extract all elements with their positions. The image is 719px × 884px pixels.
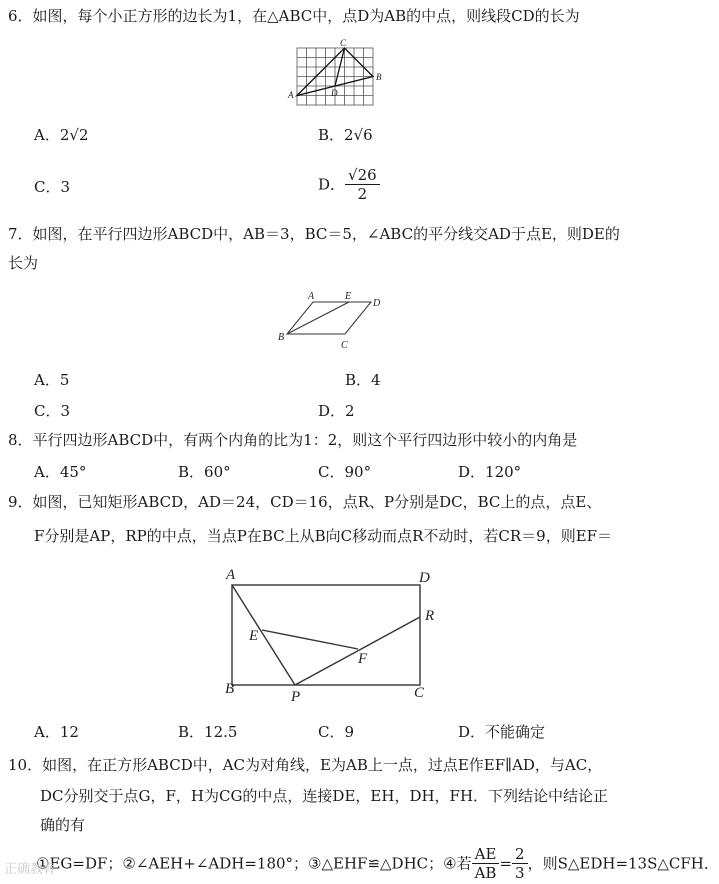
q10-stem-line4 [36, 845, 719, 882]
q8-option-d-label: D． [458, 463, 486, 481]
q7-option-c-value: 3 [60, 402, 71, 420]
q7-option-d-label: D． [318, 402, 346, 420]
q9-stem-line1: 9．如图，已知矩形ABCD，AD＝24，CD＝16，点R、P分别是DC，BC上的点，点E、 [8, 493, 602, 511]
q9-label-E: E [249, 628, 259, 644]
q7-stem-line1: 7．如图，在平行四边形ABCD中，AB＝3，BC＝5，∠ABC的平分线交AD于点E，则DE的 [8, 225, 620, 243]
q7-option-b-label: B． [345, 371, 372, 389]
q9-option-a[interactable] [34, 722, 79, 742]
watermark: 正确教育 [4, 861, 57, 876]
q8-option-d-value: 120° [485, 463, 522, 481]
q6-grid-figure [285, 38, 385, 108]
q9-option-d-value: 不能确定 [485, 723, 546, 741]
q7-option-a-value: 5 [59, 371, 70, 389]
q7-option-d[interactable] [318, 401, 355, 421]
q6-label-B: B [376, 72, 382, 82]
q6-option-b[interactable] [318, 125, 373, 145]
q10-frac2-den: 3 [515, 864, 525, 882]
q8-option-a-value: 45° [59, 463, 87, 481]
q9-label-F: F [358, 651, 368, 667]
q7-option-c-label: C． [34, 402, 61, 420]
q10-stem-line2: DC分别交于点G，F，H为CG的中点，连接DE，EH，DH，FH．下列结论中结论正 [40, 787, 609, 805]
q6-label-A: A [288, 90, 294, 100]
q6-option-b-label: B． [318, 126, 345, 144]
q9-label-D: D [419, 570, 430, 586]
q9-option-b-value: 12.5 [204, 723, 238, 741]
q9-label-C: C [414, 685, 425, 701]
q7-stem-line2: 长为 [8, 254, 39, 272]
q6-option-c-value: 3 [60, 178, 71, 196]
q8-option-c-value: 90° [344, 463, 372, 481]
q8-option-a-label: A． [34, 463, 60, 481]
q7-option-a-label: A． [34, 371, 60, 389]
q9-label-B: B [225, 681, 235, 697]
q10-equals: = [499, 854, 513, 873]
q8-option-c[interactable] [318, 462, 371, 482]
q7-option-c[interactable] [34, 401, 70, 421]
q8-option-d[interactable] [458, 462, 521, 482]
q6-option-b-value: 2√6 [344, 126, 373, 144]
q10-frac-den: AB [474, 864, 497, 882]
q6-option-d-label: D． [318, 175, 346, 194]
q6-option-a-value: 2√2 [59, 126, 89, 144]
q7-label-D: D [373, 298, 381, 309]
q8-option-b-label: B． [178, 463, 205, 481]
q7-label-B: B [278, 332, 285, 343]
q8-option-a[interactable] [34, 462, 86, 482]
q9-rectangle-figure [215, 560, 455, 705]
q9-option-c-label: C． [318, 723, 345, 741]
q8-stem: 8．平行四边形ABCD中，有两个内角的比为1：2，则这个平行四边形中较小的内角是 [8, 431, 578, 449]
q10-stem-line3: 确的有 [40, 816, 86, 834]
q6-option-a-label: A． [34, 126, 60, 144]
q8-option-b[interactable] [178, 462, 231, 482]
q6-option-d-num: √26 [345, 166, 380, 185]
q6-option-d-fraction [345, 166, 380, 203]
q6-label-C: C [340, 38, 347, 48]
q7-label-A: A [308, 291, 315, 302]
q7-option-b-value: 4 [371, 371, 381, 389]
q10-frac-num: AE [472, 845, 500, 864]
q10-frac2-num: 2 [512, 845, 528, 864]
q9-option-c[interactable] [318, 722, 354, 742]
q7-option-b[interactable] [345, 370, 381, 390]
q7-parallelogram-figure [275, 288, 395, 358]
q9-option-b[interactable] [178, 722, 237, 742]
q9-option-d[interactable] [458, 722, 545, 742]
q10-stem-line1: 10．如图，在正方形ABCD中，AC为对角线，E为AB上一点，过点E作EF∥AD，与AC， [8, 756, 603, 774]
q9-option-d-label: D． [458, 723, 486, 741]
q8-option-c-label: C． [318, 463, 345, 481]
q10-fraction-ae-ab [472, 845, 500, 882]
q6-label-D: D [331, 88, 338, 98]
q6-option-d-den: 2 [357, 185, 368, 203]
q6-option-c-label: C． [34, 178, 61, 196]
q7-label-E: E [345, 291, 352, 302]
q9-label-P: P [291, 689, 301, 705]
q10-conclusions-part1: ①EG=DF；②∠AEH+∠ADH=180°；③△EHF≌△DHC；④若 [36, 854, 472, 873]
q7-option-d-value: 2 [345, 402, 355, 420]
q8-option-b-value: 60° [204, 463, 231, 481]
q7-label-C: C [341, 340, 348, 351]
q6-option-d[interactable] [318, 166, 380, 203]
q10-fraction-2-3 [512, 845, 528, 882]
q7-option-a[interactable] [34, 370, 69, 390]
q6-option-a[interactable] [34, 125, 89, 145]
q6-option-c[interactable] [34, 177, 70, 197]
q9-option-c-value: 9 [344, 723, 355, 741]
q9-option-a-label: A． [34, 723, 60, 741]
q9-option-a-value: 12 [59, 723, 79, 741]
q9-option-b-label: B． [178, 723, 205, 741]
q6-stem: 6．如图，每个小正方形的边长为1，在△ABC中，点D为AB的中点，则线段CD的长为 [8, 7, 580, 25]
q9-label-A: A [226, 567, 236, 583]
q10-conclusions-part2: ，则S△EDH=13S△CFH． [527, 854, 719, 873]
q9-stem-line2: F分别是AP，RP的中点，当点P在BC上从B向C移动而点R不动时，若CR＝9，则EF＝ [34, 527, 613, 545]
q9-label-R: R [425, 608, 435, 624]
